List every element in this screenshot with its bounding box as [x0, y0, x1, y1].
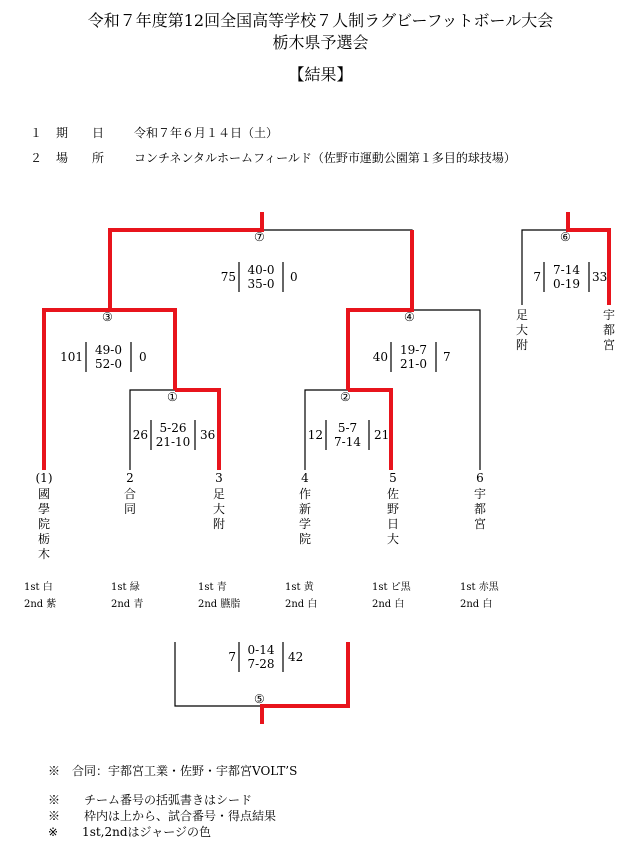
m5-half1: 0-14	[247, 643, 275, 657]
venue-label: 場 所	[56, 151, 105, 165]
team-2-name: 合 同	[123, 487, 136, 516]
m7-left-total: 75	[220, 270, 236, 284]
m2-left-total: 12	[307, 428, 323, 442]
team-3-name: 足 大 附	[212, 487, 225, 531]
venue-value: コンチネンタルホームフィールド（佐野市運動公園第１多目的球技場）	[134, 151, 516, 165]
m2-right-total: 21	[374, 428, 390, 442]
m1-left-total: 26	[132, 428, 148, 442]
m4-left-total: 40	[372, 350, 388, 364]
team-1-jersey-1st: 1st 白	[24, 582, 53, 593]
m7-half2: 35-0	[247, 277, 275, 291]
match-7-number: ⑦	[254, 230, 265, 244]
m5-left-total: 7	[228, 650, 236, 664]
m7-half1: 40-0	[247, 263, 275, 277]
venue-number: ２	[30, 151, 43, 165]
m3-left-total: 101	[60, 350, 83, 364]
team-3-number: 3	[215, 471, 223, 485]
m1-right-total: 36	[200, 428, 216, 442]
m6-right-total: 33	[592, 270, 608, 284]
note-jersey: ※ 1st,2ndはジャージの色	[48, 825, 212, 839]
m7-right-total: 0	[290, 270, 298, 284]
team-1-jersey-2nd: 2nd 紫	[24, 599, 57, 610]
result-heading: 【結果】	[288, 65, 353, 84]
team-2-number: 2	[126, 471, 134, 485]
team-5-jersey-2nd: 2nd 白	[372, 599, 405, 610]
team-6-jersey-2nd: 2nd 白	[460, 599, 493, 610]
team-6-number: 6	[476, 471, 484, 485]
tournament-subtitle: 栃木県予選会	[272, 33, 369, 52]
m6-left-total: 7	[533, 270, 541, 284]
team-2-jersey-1st: 1st 緑	[111, 582, 140, 593]
m2-half2: 7-14	[334, 435, 361, 449]
team-5-number: 5	[389, 471, 397, 485]
match-5-number: ⑤	[254, 692, 265, 706]
team-5-jersey-1st: 1st ピ黒	[372, 582, 411, 593]
m6-half1: 7-14	[553, 263, 580, 277]
m7-black-right	[262, 230, 412, 310]
team-6-jersey-1st: 1st 赤黒	[460, 582, 499, 593]
m2-half1: 5-7	[337, 421, 358, 435]
m3-half2: 52-0	[95, 357, 122, 371]
team-5-name: 佐 野 日 大	[386, 487, 399, 546]
team-2-jersey-2nd: 2nd 青	[111, 599, 144, 610]
match-4-number: ④	[404, 310, 415, 324]
m3-right-total: 0	[139, 350, 147, 364]
note-box-contents: ※ 枠内は上から、試合番号・得点結果	[48, 809, 277, 823]
team-3-jersey-2nd: 2nd 臙脂	[198, 599, 241, 610]
m6-left-team: 足 大 附	[515, 308, 528, 352]
m6-right-team: 宇 都 宮	[602, 308, 615, 352]
date-value: 令和７年６月１４日（土）	[134, 126, 279, 140]
team-1-name: 國 學 院 栃 木	[37, 487, 50, 561]
note-seed: ※ チーム番号の括弧書きはシード	[48, 793, 253, 807]
team-3-jersey-1st: 1st 青	[198, 582, 227, 593]
m3-half1: 49-0	[95, 343, 122, 357]
team-4-number: 4	[301, 471, 309, 485]
m3-win-left	[44, 310, 110, 470]
team-4-jersey-1st: 1st 黄	[285, 582, 314, 593]
note-combined-team: ※ 合同：宇都宮工業・佐野・宇都宮VOLT’S	[48, 764, 298, 778]
m4-half1: 19-7	[400, 343, 427, 357]
m5-right-total: 42	[288, 650, 304, 664]
team-6-name: 宇 都 宮	[473, 487, 486, 531]
m4-black-right	[412, 310, 480, 470]
match-3-number: ③	[102, 310, 113, 324]
team-4-jersey-2nd: 2nd 白	[285, 599, 318, 610]
tournament-title: 令和７年度第12回全国高等学校７人制ラグビーフットボール大会	[87, 11, 554, 30]
m4-right-total: 7	[443, 350, 451, 364]
match-2-number: ②	[340, 390, 351, 404]
m6-half2: 0-19	[553, 277, 580, 291]
bracket-winner-lines	[44, 212, 609, 724]
date-number: １	[30, 126, 43, 140]
m4-half2: 21-0	[400, 357, 427, 371]
m1-half1: 5-26	[159, 421, 187, 435]
m7-win-left	[110, 212, 262, 310]
m1-half2: 21-10	[155, 435, 191, 449]
m5-half2: 7-28	[247, 657, 275, 671]
bracket-black-lines	[86, 230, 589, 706]
team-1-number: (1)	[35, 471, 53, 485]
team-4-name: 作 新 学 院	[298, 487, 311, 546]
match-6-number: ⑥	[560, 230, 571, 244]
match-1-number: ①	[167, 390, 178, 404]
date-label: 期 日	[56, 126, 105, 140]
